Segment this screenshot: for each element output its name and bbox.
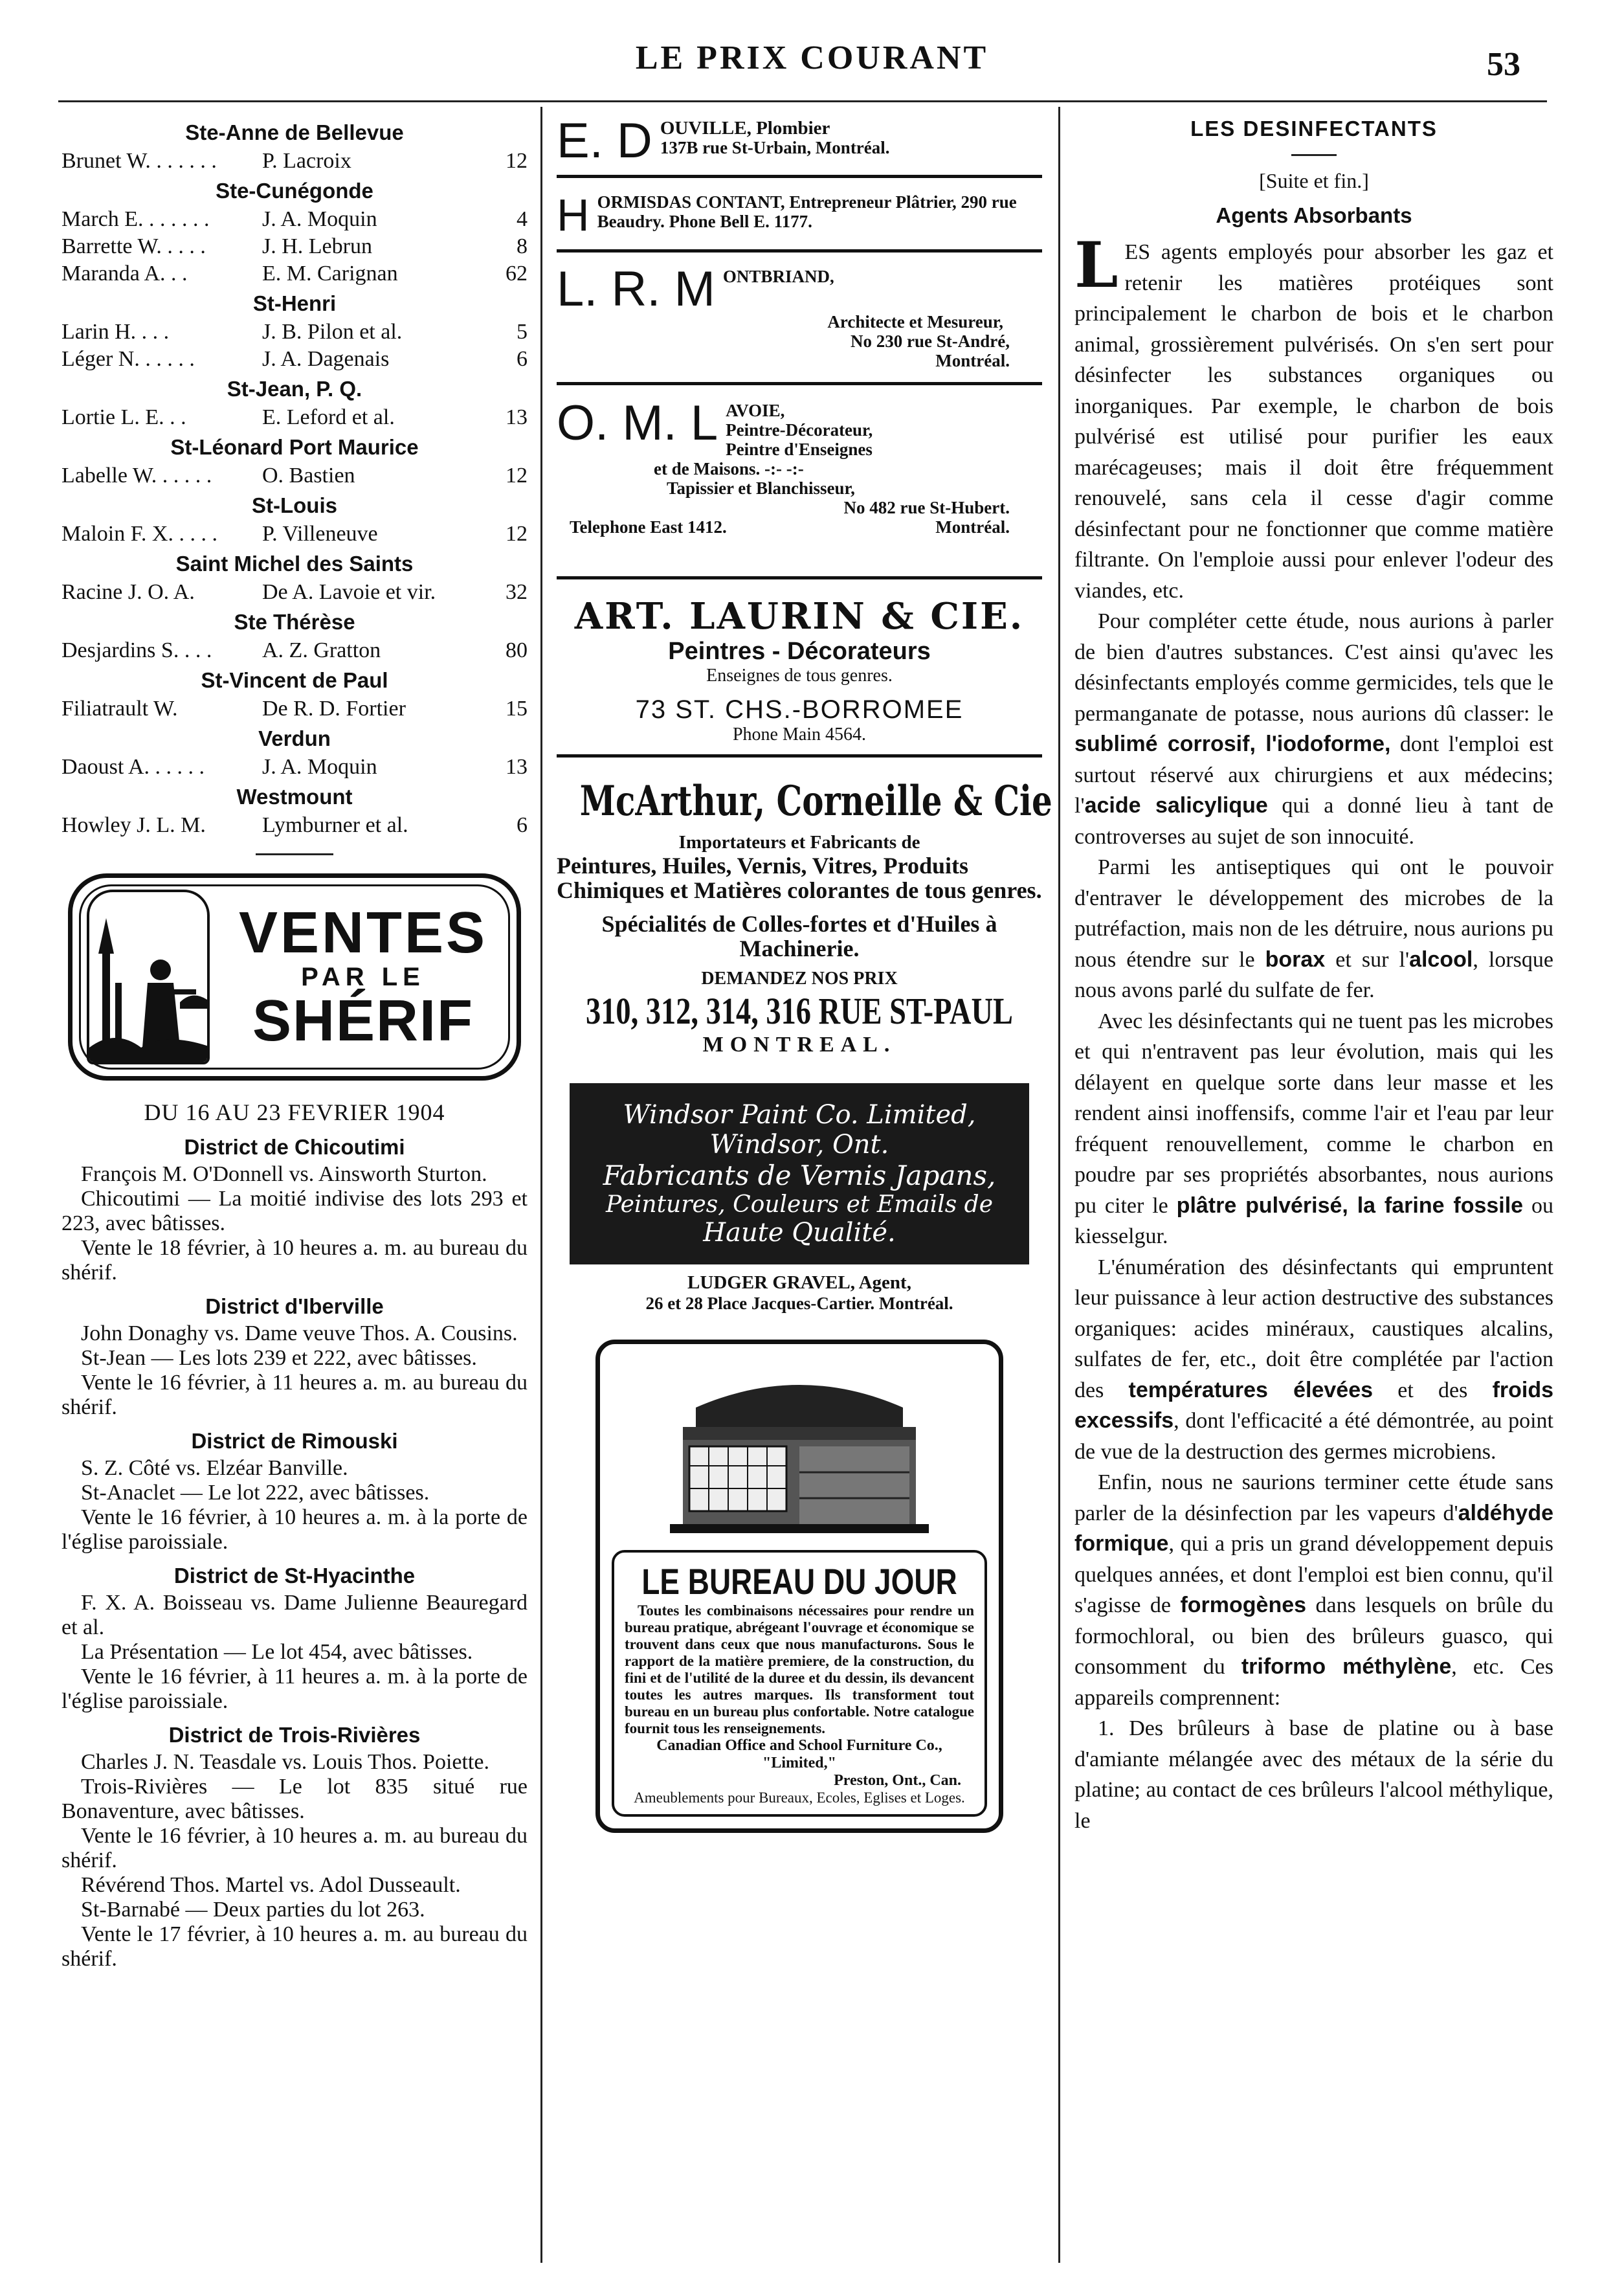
location-heading: Westmount bbox=[236, 785, 353, 809]
sherif-banner bbox=[68, 873, 521, 1081]
article-body bbox=[1074, 229, 1554, 1836]
sale-party: O. Bastien bbox=[262, 464, 355, 488]
article-title: LES DESINFECTANTS bbox=[1190, 117, 1438, 140]
page-title: LE PRIX COURANT bbox=[635, 39, 989, 76]
sherif-dates: DU 16 AU 23 FEVRIER 1904 bbox=[144, 1099, 445, 1125]
district-paragraph: Vente le 16 février, à 11 heures a. m. à la porte de l'église paroissiale. bbox=[61, 1665, 528, 1713]
left-column bbox=[61, 117, 528, 1971]
article-emphasis: acide salicylique bbox=[1084, 793, 1268, 818]
sale-row bbox=[61, 754, 528, 781]
article-emphasis: aldéhyde formique bbox=[1074, 1500, 1553, 1556]
drop-cap: L bbox=[1074, 229, 1118, 302]
sale-name: Lortie L. E. . . bbox=[61, 405, 186, 429]
sale-name: Daoust A. . . . . . bbox=[61, 755, 205, 779]
sale-number: 6 bbox=[517, 813, 528, 837]
district-paragraph: Charles J. N. Teasdale vs. Louis Thos. Poiette. bbox=[81, 1750, 489, 1774]
district-paragraph: Vente le 16 février, à 10 heures a. m. à la porte de l'église paroissiale. bbox=[61, 1505, 528, 1554]
district-paragraph: François M. O'Donnell vs. Ainsworth Sturton. bbox=[81, 1162, 487, 1186]
sale-name: Maloin F. X. . . . . bbox=[61, 522, 217, 546]
district-paragraph: Trois-Rivières — Le lot 835 situé rue Bonaventure, avec bâtisses. bbox=[61, 1775, 528, 1823]
sale-row bbox=[61, 404, 528, 431]
article-emphasis: formogènes bbox=[1180, 1593, 1307, 1617]
sale-party: P. Villeneuve bbox=[262, 522, 378, 546]
sale-number: 12 bbox=[506, 522, 528, 546]
article-emphasis: températures élevées bbox=[1128, 1377, 1374, 1402]
sale-row bbox=[61, 521, 528, 548]
sale-row bbox=[61, 346, 528, 373]
article-emphasis: borax bbox=[1265, 947, 1326, 972]
ad-douville: E. D OUVILLE, Plombier 137B rue St-Urbain, Montréal. bbox=[557, 113, 1042, 178]
location-heading: Verdun bbox=[258, 726, 331, 750]
ad-bureau-du-jour: LE BUREAU DU JOUR Toutes les combinaisons nécessaires pour rendre un bureau pratique, abrégeant l'ouvrage et économique se trouvent dans ceux que nous manufacturons. Sous le rapport de la matière premiere, de la construction, du fini et de l'utilité de la duree et du dessin, ils devancent toutes les autres marques. Ils transforment tout bureau en un bureau plus confortable. Notre catalogue fournit tous les renseignements. Canadian Office and School Furniture Co., "Limited," Preston, Ont., Can. Ameublements pour Bureaux, Ecoles, Eglises et Loges. bbox=[595, 1340, 1003, 1833]
sale-name: Larin H. . . . bbox=[61, 320, 170, 344]
location-heading: Ste-Cunégonde bbox=[216, 179, 373, 203]
sale-name: Racine J. O. A. bbox=[61, 580, 195, 604]
sale-number: 13 bbox=[506, 755, 528, 779]
article-paragraph: Enfin, nous ne saurions terminer cette étude sans parler de la désinfection par les vapeurs d'aldéhyde formique, qui a pris un grand développement depuis quelques années, et dont l'emploi est bien connu, qu'il s'agisse de formogènes dans lesquels on brûle du formochloral, ou bien des brûleurs guasco, qui consomment du triformo méthylène, etc. Ces appareils comprennent: bbox=[1074, 1470, 1553, 1710]
ad-mcarthur: McArthur, Corneille & Cie Importateurs et Fabricants de Peintures, Huiles, Vernis, Vitres, Produits Chimiques et Matières colorantes de tous genres. Spécialités de Colles-fortes et d'Huiles à Machinerie. DEMANDEZ NOS PRIX 310, 312, 314, 316 RUE ST-PAUL MONTREAL. bbox=[557, 777, 1052, 1057]
desk-illustration-icon bbox=[612, 1356, 987, 1537]
sherif-line3: SHÉRIF bbox=[252, 989, 474, 1053]
ad-lavoie: O. M. L AVOIE, Peintre-Décorateur, Peintre d'Enseignes et de Maisons. -:- -:- Tapissier et Blanchisseur, No 482 rue St-Hubert. Telephone East 1412. Montréal. bbox=[557, 385, 1042, 579]
district-heading: District de St-Hyacinthe bbox=[173, 1564, 416, 1588]
sale-number: 15 bbox=[506, 697, 528, 721]
article-subtitle: Agents Absorbants bbox=[1216, 203, 1412, 227]
location-heading: Ste-Anne de Bellevue bbox=[185, 120, 404, 144]
ad-montbriand: L. R. M ONTBRIAND, Architecte et Mesureur, No 230 rue St-André, Montréal. bbox=[557, 253, 1042, 385]
sherif-line1: VENTES bbox=[238, 901, 488, 965]
sale-name: Howley J. L. M. bbox=[61, 813, 206, 837]
sale-number: 32 bbox=[506, 580, 528, 604]
district-heading: District de Trois-Rivières bbox=[168, 1723, 421, 1747]
article-paragraph: Avec les désinfectants qui ne tuent pas les microbes et qui n'entravent pas leur évolution, mais qui les délayent en quelque sorte dans leur masse et les rendent ainsi inoffensifs, comme l'air et l'eau par leur fréquent renouvellement, comme le charbon en poudre par ses propriétés absorbantes, nous aurions pu citer le plâtre pulvérisé, la farine fossile ou kiesselgur. bbox=[1074, 1009, 1554, 1248]
sale-number: 12 bbox=[506, 464, 528, 488]
sale-party: J. H. Lebrun bbox=[262, 234, 372, 258]
sale-number: 5 bbox=[517, 320, 528, 344]
article-paragraph: Parmi les antiseptiques qui ont le pouvoir d'entraver le développement des microbes de la putréfaction, mais non de les détruire, nous aurions pu nous étendre sur le borax et sur l'alcool, lorsque nous avons parlé du sulfate de fer. bbox=[1074, 855, 1553, 1002]
sale-row bbox=[61, 579, 528, 606]
separator-rule bbox=[256, 853, 333, 855]
ad-laurin: ART. LAURIN & CIE. Peintres - Décorateurs Enseignes de tous genres. 73 ST. CHS.-BORROMEE Phone Main 4564. bbox=[557, 579, 1042, 758]
sherif-line2: PAR LE bbox=[301, 963, 425, 991]
sale-name: Brunet W. . . . . . . bbox=[61, 149, 217, 173]
sale-party: De A. Lavoie et vir. bbox=[262, 580, 436, 604]
sale-row bbox=[61, 812, 528, 839]
column-divider-right bbox=[1058, 107, 1060, 2263]
sale-name: Léger N. . . . . . bbox=[61, 347, 195, 371]
district-paragraph: St-Barnabé — Deux parties du lot 263. bbox=[81, 1898, 425, 1922]
district-heading: District d'Iberville bbox=[205, 1294, 384, 1318]
sale-number: 80 bbox=[506, 638, 528, 662]
sale-number: 4 bbox=[517, 207, 528, 231]
sale-party: De R. D. Fortier bbox=[262, 697, 406, 721]
districts-list bbox=[61, 1135, 528, 1971]
location-heading: St-Henri bbox=[252, 291, 337, 315]
district-paragraph: John Donaghy vs. Dame veuve Thos. A. Cousins. bbox=[81, 1321, 518, 1345]
district-paragraph: F. X. A. Boisseau vs. Dame Julienne Beauregard et al. bbox=[61, 1591, 528, 1639]
sales-list bbox=[61, 120, 528, 839]
district-paragraph: Vente le 17 février, à 10 heures a. m. au bureau du shérif. bbox=[61, 1922, 528, 1971]
sale-party: P. Lacroix bbox=[262, 149, 351, 173]
sale-name: Barrette W. . . . . bbox=[61, 234, 206, 258]
article-emphasis: sublimé corrosif, l'iodoforme, bbox=[1074, 732, 1391, 756]
article-emphasis: triformo méthylène bbox=[1241, 1654, 1452, 1679]
article-paragraph: 1. Des brûleurs à base de platine ou à base d'amiante mélangée avec des métaux de la série du platine; au contact de ces brûleurs l'alcool méthylique, le bbox=[1074, 1716, 1553, 1833]
district-paragraph: La Présentation — Le lot 454, avec bâtisses. bbox=[81, 1640, 473, 1664]
article-emphasis: alcool bbox=[1409, 947, 1473, 972]
sale-row bbox=[61, 260, 528, 287]
article-paragraph: LES agents employés pour absorber les gaz et retenir les matières protéiques sont principalement le charbon de bois et le charbon animal, grossièrement pulvérisés. On s'en sert pour désinfecter les substances organiques ou inorganiques. Par exemple, le charbon de bois pulvérisé est utilisé pour purifier les eaux marécageuses; mais il doit être fréquemment renouvelé, sans cela il cesse d'agir comme désinfectant pour ne fonctionner que comme matière filtrante. On l'emploie aussi pour enlever l'odeur des viandes, etc. bbox=[1074, 229, 1553, 603]
sale-number: 8 bbox=[517, 234, 528, 258]
location-heading: St-Vincent de Paul bbox=[201, 668, 388, 692]
district-paragraph: Révérend Thos. Martel vs. Adol Dusseault. bbox=[81, 1873, 461, 1897]
sale-party: J. A. Dagenais bbox=[262, 347, 390, 371]
sale-number: 13 bbox=[506, 405, 528, 429]
sale-name: Labelle W. . . . . . bbox=[61, 464, 212, 488]
district-paragraph: S. Z. Côté vs. Elzéar Banville. bbox=[81, 1456, 348, 1480]
sale-row bbox=[61, 637, 528, 664]
page-number: 53 bbox=[1487, 46, 1520, 83]
location-heading: St-Louis bbox=[252, 493, 337, 517]
sale-party: J. A. Moquin bbox=[262, 207, 377, 231]
sale-row bbox=[61, 233, 528, 260]
sale-party: A. Z. Gratton bbox=[262, 638, 381, 662]
sale-party: Lymburner et al. bbox=[262, 813, 408, 837]
sale-number: 12 bbox=[506, 149, 528, 173]
article-paragraph: Pour compléter cette étude, nous aurions à parler de bien d'autres substances. C'est ainsi qu'avec les désinfectants employés comme germicides, tels que le permanganate de potasse, nous aurions dû classer: le sublimé corrosif, l'iodoforme, dont l'emploi est surtout réservé aux chirurgiens et aux médecins; l'acide salicylique qui a donné lieu à tant de controverses au sujet de son innocuité. bbox=[1074, 609, 1553, 849]
article-suite: [Suite et fin.] bbox=[1259, 169, 1369, 192]
sale-row bbox=[61, 462, 528, 489]
sale-party: E. M. Carignan bbox=[262, 262, 398, 286]
sale-number: 6 bbox=[517, 347, 528, 371]
district-paragraph: St-Jean — Les lots 239 et 222, avec bâtisses. bbox=[81, 1346, 477, 1370]
ad-windsor-paint: Windsor Paint Co. Limited, Windsor, Ont. Fabricants de Vernis Japans, Peintures, Couleurs et Emails de Haute Qualité. bbox=[570, 1083, 1029, 1264]
district-paragraph: Vente le 16 février, à 10 heures a. m. au bureau du shérif. bbox=[61, 1824, 528, 1872]
sale-name: Maranda A. . . bbox=[61, 262, 188, 286]
sale-row bbox=[61, 206, 528, 233]
sale-name: March E. . . . . . . bbox=[61, 207, 210, 231]
location-heading: St-Léonard Port Maurice bbox=[170, 435, 419, 459]
article-column bbox=[1074, 117, 1553, 1836]
ad-contant: H ORMISDAS CONTANT, Entrepreneur Plâtrier, 290 rue Beaudry. Phone Bell E. 1177. bbox=[557, 178, 1042, 253]
column-divider-left bbox=[540, 107, 542, 2263]
article-emphasis: plâtre pulvérisé, la farine fossile bbox=[1176, 1193, 1524, 1218]
district-paragraph: Chicoutimi — La moitié indivise des lots 293 et 223, avec bâtisses. bbox=[61, 1187, 528, 1235]
sale-party: J. B. Pilon et al. bbox=[262, 320, 403, 344]
sheriff-illustration-icon bbox=[87, 890, 210, 1064]
district-paragraph: Vente le 16 février, à 11 heures a. m. au bureau du shérif. bbox=[61, 1371, 528, 1419]
sale-row bbox=[61, 148, 528, 175]
district-heading: District de Chicoutimi bbox=[184, 1135, 405, 1159]
location-heading: St-Jean, P. Q. bbox=[227, 377, 362, 401]
sale-party: J. A. Moquin bbox=[262, 755, 377, 779]
district-heading: District de Rimouski bbox=[191, 1429, 398, 1453]
header-rule bbox=[58, 100, 1547, 102]
location-heading: Ste Thérèse bbox=[234, 610, 355, 634]
sale-party: E. Leford et al. bbox=[262, 405, 395, 429]
article-paragraph: L'énumération des désinfectants qui empruntent leur puissance à leur action destructive des substances organiques: acides minéraux, caustiques alcalins, sulfates de fer, etc., doit être complétée par l'action des températures élevées et des froids excessifs, dont l'efficacité a été démontrée, au point de vue de la destruction des germes microbiens. bbox=[1074, 1255, 1554, 1464]
location-heading: Saint Michel des Saints bbox=[175, 552, 414, 576]
ads-column: E. D OUVILLE, Plombier 137B rue St-Urbain, Montréal. H ORMISDAS CONTANT, Entrepreneur Plâtrier, 290 rue Beaudry. Phone Bell E. 1177. L. R. M ONTBRIAND, Architecte et Mesureur, No 230 rue St-André, Montréal. O. M. L AVOIE, Peintre-Décorateur, Peintre d'Enseignes et de Maisons. -:- -:- Tapissier et Blanchisseur, No 482 rue St-Hubert. Telephone East 1412. Montréal. ART. LAURIN & CIE. Peintres - Décorateurs Enseignes de tous genres. 73 ST. CHS.-BORROMEE Phone Main 4564. McArthur, Corneille & Cie Importateurs et Fabricants de Peintures, Huiles, Vernis, Vitres, Produits Chimiques et Matières colorantes de tous genres. Spécialités de Colles-fortes et d'Huiles à Machinerie. DEMANDEZ NOS PRIX 310, 312, 314, 316 RUE ST-PAUL MONTREAL. Windsor Paint Co. Limited, Windsor, Ont. Fabricants de Vernis Japans, Peintures, Couleurs et Emails de Haute Qualité. LUDGER GRAVEL, Agent, 26 et 28 Place Jacques-Cartier. Montréal. LE BUREAU DU JOUR Toutes les combinaisons nécessaires pour rendre un bureau pratique, abrégeant l'ouvrage et économique se trouvent dans ceux que nous manufacturons. Sous le rapport de la matière premiere, de la construction, du fini et de l'utilité de la duree et du dessin, ils devancent toutes les autres marques. Ils transforment tout bureau en un bureau plus confortable. Notre catalogue fournit tous les renseignements. Canadian Office and School Furniture Co., "Limited," Preston, Ont., Can. Ameublements pour Bureaux, Ecoles, Eglises et Loges. bbox=[557, 113, 1042, 1833]
sale-row bbox=[61, 695, 528, 723]
sale-name: Filiatrault W. bbox=[61, 697, 178, 721]
sale-number: 62 bbox=[506, 262, 528, 286]
sale-name: Desjardins S. . . . bbox=[61, 638, 212, 662]
district-paragraph: St-Anaclet — Le lot 222, avec bâtisses. bbox=[81, 1481, 430, 1505]
article-emphasis: froids excessifs bbox=[1074, 1377, 1554, 1433]
district-paragraph: Vente le 18 février, à 10 heures a. m. au bureau du shérif. bbox=[61, 1236, 528, 1285]
sale-row bbox=[61, 319, 528, 346]
